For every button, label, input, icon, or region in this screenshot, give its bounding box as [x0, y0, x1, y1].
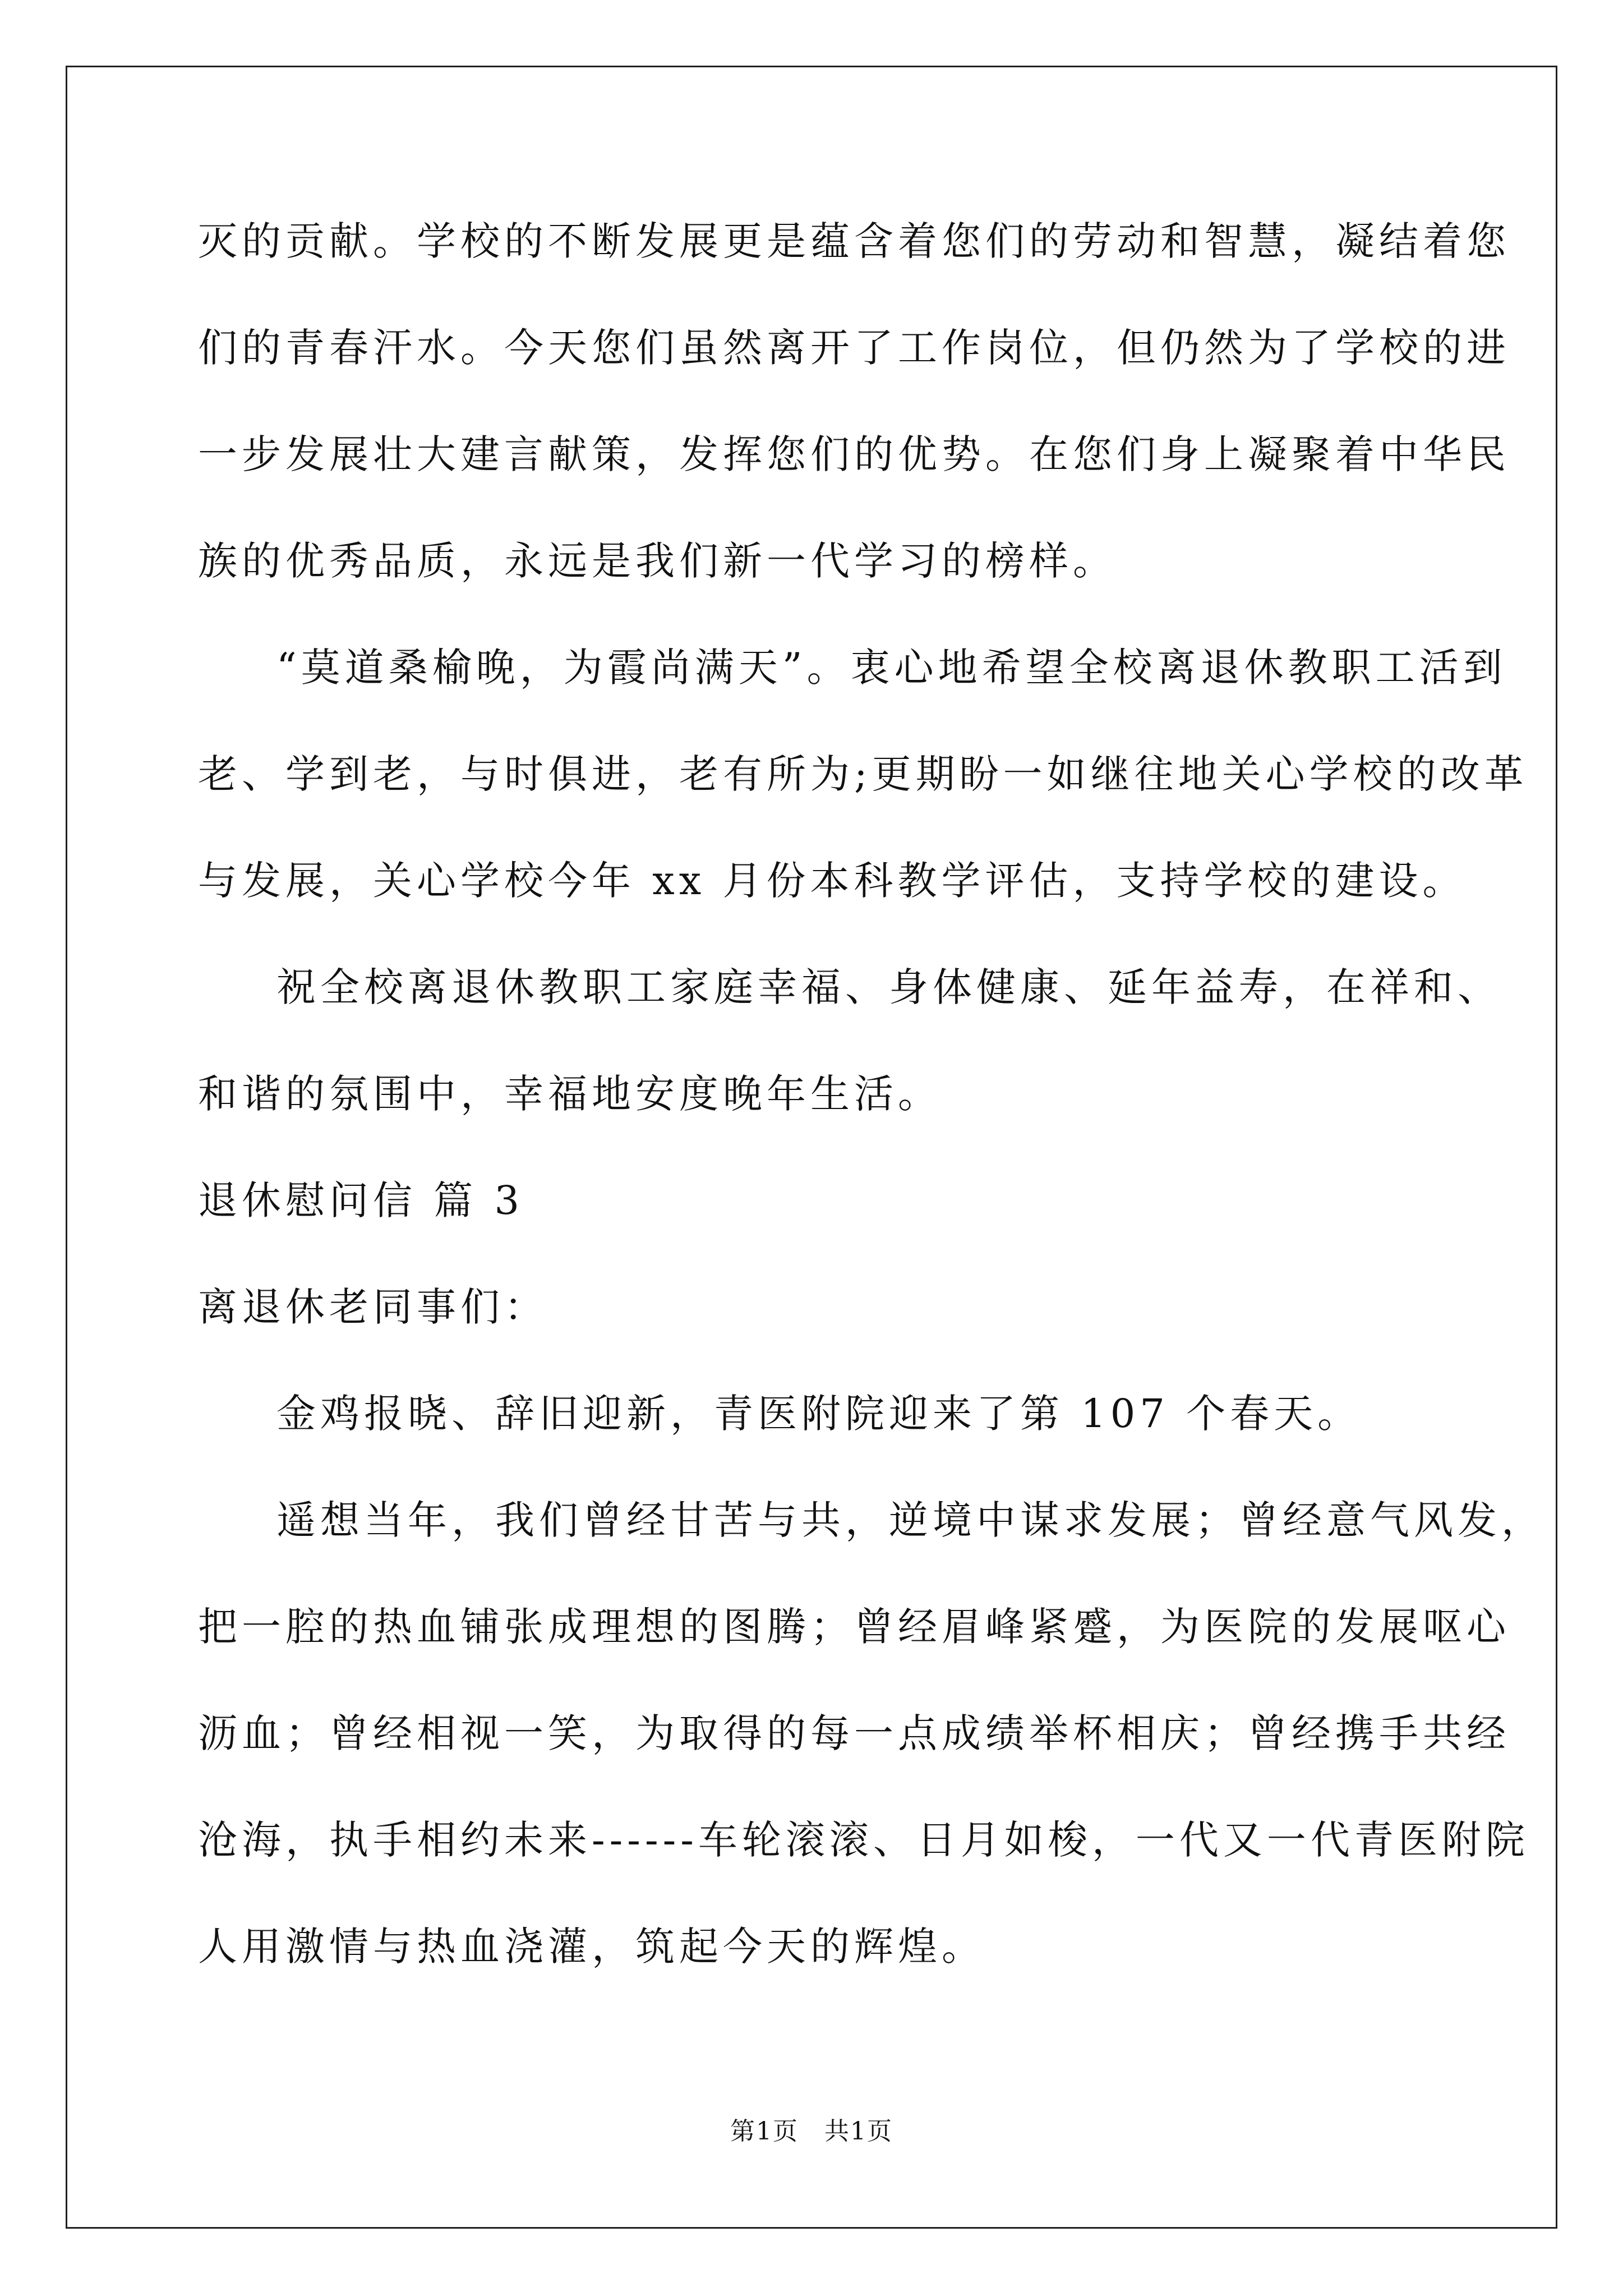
page-footer: 第1页 共1页 — [730, 2117, 893, 2146]
paragraph-start: 金鸡报晓、辞旧迎新，青医附院迎来了第 107 个春天。 — [276, 1391, 1362, 1437]
text-line: 人用激情与热血浇灌，筑起今天的辉煌。 — [198, 1924, 985, 1970]
text-line: 与发展，关心学校今年 xx 月份本科教学评估，支持学校的建设。 — [198, 858, 1467, 904]
paragraph-start: 遥想当年，我们曾经甘苦与共，逆境中谋求发展；曾经意气风发， — [276, 1497, 1545, 1543]
text-line: 族的优秀品质，永远是我们新一代学习的榜样。 — [198, 538, 1117, 584]
section-heading: 退休慰问信 篇 3 — [198, 1177, 524, 1223]
paragraph-start: 祝全校离退休教职工家庭幸福、身体健康、延年益寿，在祥和、 — [276, 964, 1501, 1010]
text-line: 沥血；曾经相视一笑，为取得的每一点成绩举杯相庆；曾经携手共经 — [198, 1710, 1510, 1756]
text-line: 把一腔的热血铺张成理想的图腾；曾经眉峰紧蹙，为医院的发展呕心 — [198, 1604, 1510, 1650]
text-line: 们的青春汗水。今天您们虽然离开了工作岗位，但仍然为了学校的进 — [198, 325, 1510, 371]
text-line: 灭的贡献。学校的不断发展更是蕴含着您们的劳动和智慧，凝结着您 — [198, 218, 1510, 264]
text-line: 和谐的氛围中，幸福地安度晚年生活。 — [198, 1071, 942, 1117]
text-line: 一步发展壮大建言献策，发挥您们的优势。在您们身上凝聚着中华民 — [198, 431, 1510, 477]
text-line: 沧海，执手相约未来------车轮滚滚、日月如梭，一代又一代青医附院 — [198, 1817, 1529, 1863]
page-border — [66, 66, 1557, 2229]
text-line: 老、学到老，与时俱进，老有所为;更期盼一如继往地关心学校的改革 — [198, 751, 1528, 797]
paragraph-start: “莫道桑榆晚，为霞尚满天”。衷心地希望全校离退休教职工活到 — [276, 645, 1507, 691]
salutation: 离退休老同事们： — [198, 1284, 548, 1330]
